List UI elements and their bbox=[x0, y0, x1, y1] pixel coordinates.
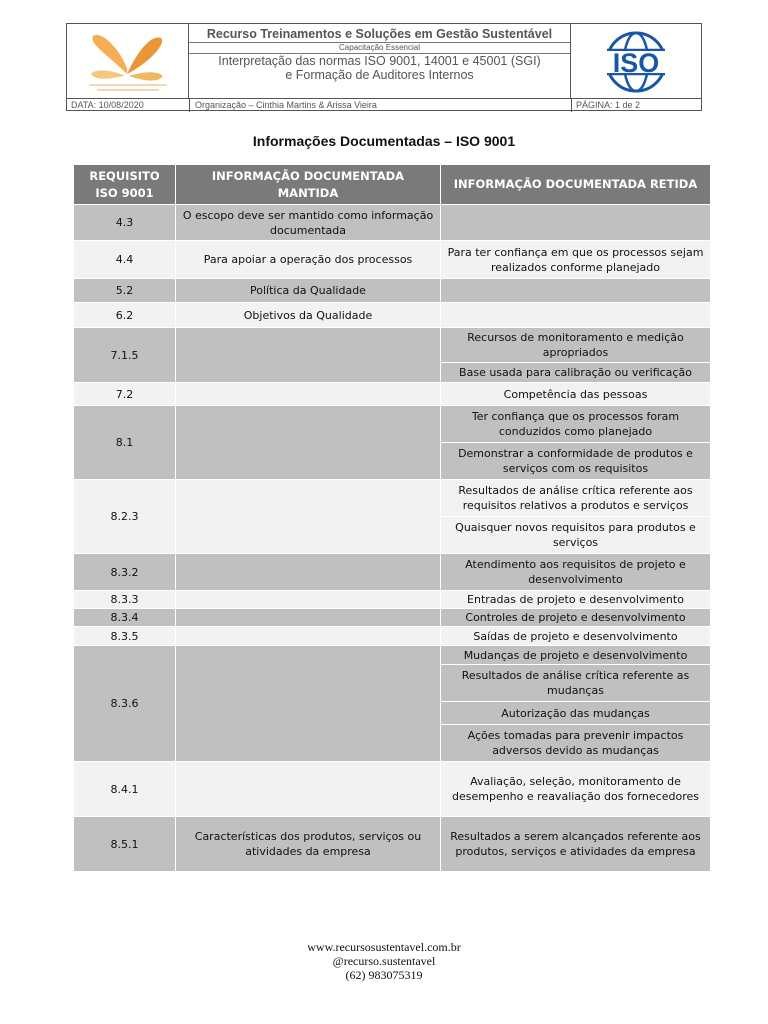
retida-cell: Recursos de monitoramento e medição apropriados bbox=[441, 328, 711, 363]
table-row bbox=[74, 762, 711, 817]
requisito-cell: 4.3 bbox=[74, 205, 176, 241]
table-row bbox=[74, 241, 711, 279]
table-row bbox=[74, 646, 711, 665]
header-date: DATA: 10/08/2020 bbox=[71, 100, 144, 110]
retida-cell: Atendimento aos requisitos de projeto e desenvolvimento bbox=[441, 554, 711, 591]
requisito-cell: 8.3.6 bbox=[74, 646, 176, 762]
page-footer bbox=[0, 940, 768, 982]
mantida-cell: O escopo deve ser mantido como informação documentada bbox=[176, 205, 441, 241]
document-title: Informações Documentadas – ISO 9001 bbox=[252, 133, 516, 149]
column-header-requisito: REQUISITO ISO 9001 bbox=[74, 165, 176, 205]
table-row bbox=[74, 554, 711, 591]
table-row bbox=[74, 328, 711, 363]
mantida-cell: Objetivos da Qualidade bbox=[176, 303, 441, 328]
column-header-mantida: INFORMAÇÃO DOCUMENTADA MANTIDA bbox=[176, 165, 441, 205]
header-organization: Organização – Cinthia Martins & Arissa Vieira bbox=[195, 100, 377, 110]
retida-cell: Entradas de projeto e desenvolvimento bbox=[441, 591, 711, 609]
requisito-cell: 8.3.5 bbox=[74, 627, 176, 646]
mantida-cell bbox=[176, 406, 441, 480]
company-logo bbox=[67, 24, 189, 98]
document-header bbox=[66, 23, 702, 111]
table-row bbox=[74, 609, 711, 627]
mantida-cell bbox=[176, 609, 441, 627]
table-row bbox=[74, 303, 711, 328]
butterfly-logo-icon bbox=[67, 24, 189, 98]
requisito-cell: 7.1.5 bbox=[74, 328, 176, 383]
retida-cell: Saídas de projeto e desenvolvimento bbox=[441, 627, 711, 646]
requisito-cell: 5.2 bbox=[74, 279, 176, 303]
retida-cell: Quaisquer novos requisitos para produtos e serviços bbox=[441, 517, 711, 554]
table-row bbox=[74, 406, 711, 443]
mantida-cell: Política da Qualidade bbox=[176, 279, 441, 303]
mantida-cell bbox=[176, 554, 441, 591]
company-name: Recurso Treinamentos e Soluções em Gestão Sustentável bbox=[206, 27, 553, 41]
table-row bbox=[74, 383, 711, 406]
table-row bbox=[74, 627, 711, 646]
mantida-cell bbox=[176, 646, 441, 762]
iso-globe-icon bbox=[571, 24, 701, 98]
table-row bbox=[74, 817, 711, 872]
retida-cell: Resultados de análise crítica referente aos requisitos relativos a produtos e serviços bbox=[441, 480, 711, 517]
mantida-cell bbox=[176, 480, 441, 554]
retida-cell: Avaliação, seleção, monitoramento de desempenho e reavaliação dos fornecedores bbox=[441, 762, 711, 817]
mantida-cell bbox=[176, 383, 441, 406]
requisito-cell: 8.5.1 bbox=[74, 817, 176, 872]
retida-cell: Resultados a serem alcançados referente aos produtos, serviços e atividades da empresa bbox=[441, 817, 711, 872]
documented-information-table bbox=[73, 164, 711, 872]
retida-cell: Ações tomadas para prevenir impactos adversos devido as mudanças bbox=[441, 725, 711, 762]
table-row bbox=[74, 480, 711, 517]
mantida-cell bbox=[176, 591, 441, 609]
table-header-row bbox=[74, 165, 711, 205]
footer-social: @recurso.sustentavel bbox=[332, 954, 436, 968]
retida-cell: Mudanças de projeto e desenvolvimento bbox=[441, 646, 711, 665]
header-info-bar bbox=[67, 98, 701, 111]
requisito-cell: 8.3.4 bbox=[74, 609, 176, 627]
retida-cell: Resultados de análise crítica referente as mudanças bbox=[441, 665, 711, 702]
mantida-cell bbox=[176, 762, 441, 817]
header-subtitle: Capacitação Essencial bbox=[189, 42, 570, 54]
table-row bbox=[74, 205, 711, 241]
table-row bbox=[74, 591, 711, 609]
course-title-line1: Interpretação das normas ISO 9001, 14001 e 45001 (SGI) bbox=[218, 54, 541, 68]
requisito-cell: 6.2 bbox=[74, 303, 176, 328]
mantida-cell bbox=[176, 627, 441, 646]
iso-logo bbox=[571, 24, 701, 98]
retida-cell: Ter confiança que os processos foram conduzidos como planejado bbox=[441, 406, 711, 443]
header-page-number: PÁGINA: 1 de 2 bbox=[576, 100, 641, 110]
retida-cell bbox=[441, 303, 711, 328]
table-row bbox=[74, 279, 711, 303]
retida-cell: Competência das pessoas bbox=[441, 383, 711, 406]
mantida-cell: Para apoiar a operação dos processos bbox=[176, 241, 441, 279]
retida-cell: Base usada para calibração ou verificação bbox=[441, 363, 711, 383]
mantida-cell: Características dos produtos, serviços ou atividades da empresa bbox=[176, 817, 441, 872]
retida-cell: Para ter confiança em que os processos sejam realizados conforme planejado bbox=[441, 241, 711, 279]
retida-cell: Autorização das mudanças bbox=[441, 702, 711, 725]
retida-cell bbox=[441, 279, 711, 303]
retida-cell: Demonstrar a conformidade de produtos e serviços com os requisitos bbox=[441, 443, 711, 480]
requisito-cell: 8.3.3 bbox=[74, 591, 176, 609]
course-title-line2: e Formação de Auditores Internos bbox=[285, 68, 474, 82]
requisito-cell: 8.3.2 bbox=[74, 554, 176, 591]
requisito-cell: 7.2 bbox=[74, 383, 176, 406]
requisito-cell: 8.4.1 bbox=[74, 762, 176, 817]
requisito-cell: 8.2.3 bbox=[74, 480, 176, 554]
footer-website: www.recursosustentavel.com.br bbox=[307, 940, 461, 954]
retida-cell bbox=[441, 205, 711, 241]
requisito-cell: 4.4 bbox=[74, 241, 176, 279]
requisito-cell: 8.1 bbox=[74, 406, 176, 480]
column-header-retida: INFORMAÇÃO DOCUMENTADA RETIDA bbox=[441, 165, 711, 205]
mantida-cell bbox=[176, 328, 441, 383]
footer-phone: (62) 983075319 bbox=[345, 968, 423, 982]
retida-cell: Controles de projeto e desenvolvimento bbox=[441, 609, 711, 627]
header-title-block bbox=[189, 24, 571, 98]
iso-logo-text: ISO bbox=[612, 48, 660, 78]
